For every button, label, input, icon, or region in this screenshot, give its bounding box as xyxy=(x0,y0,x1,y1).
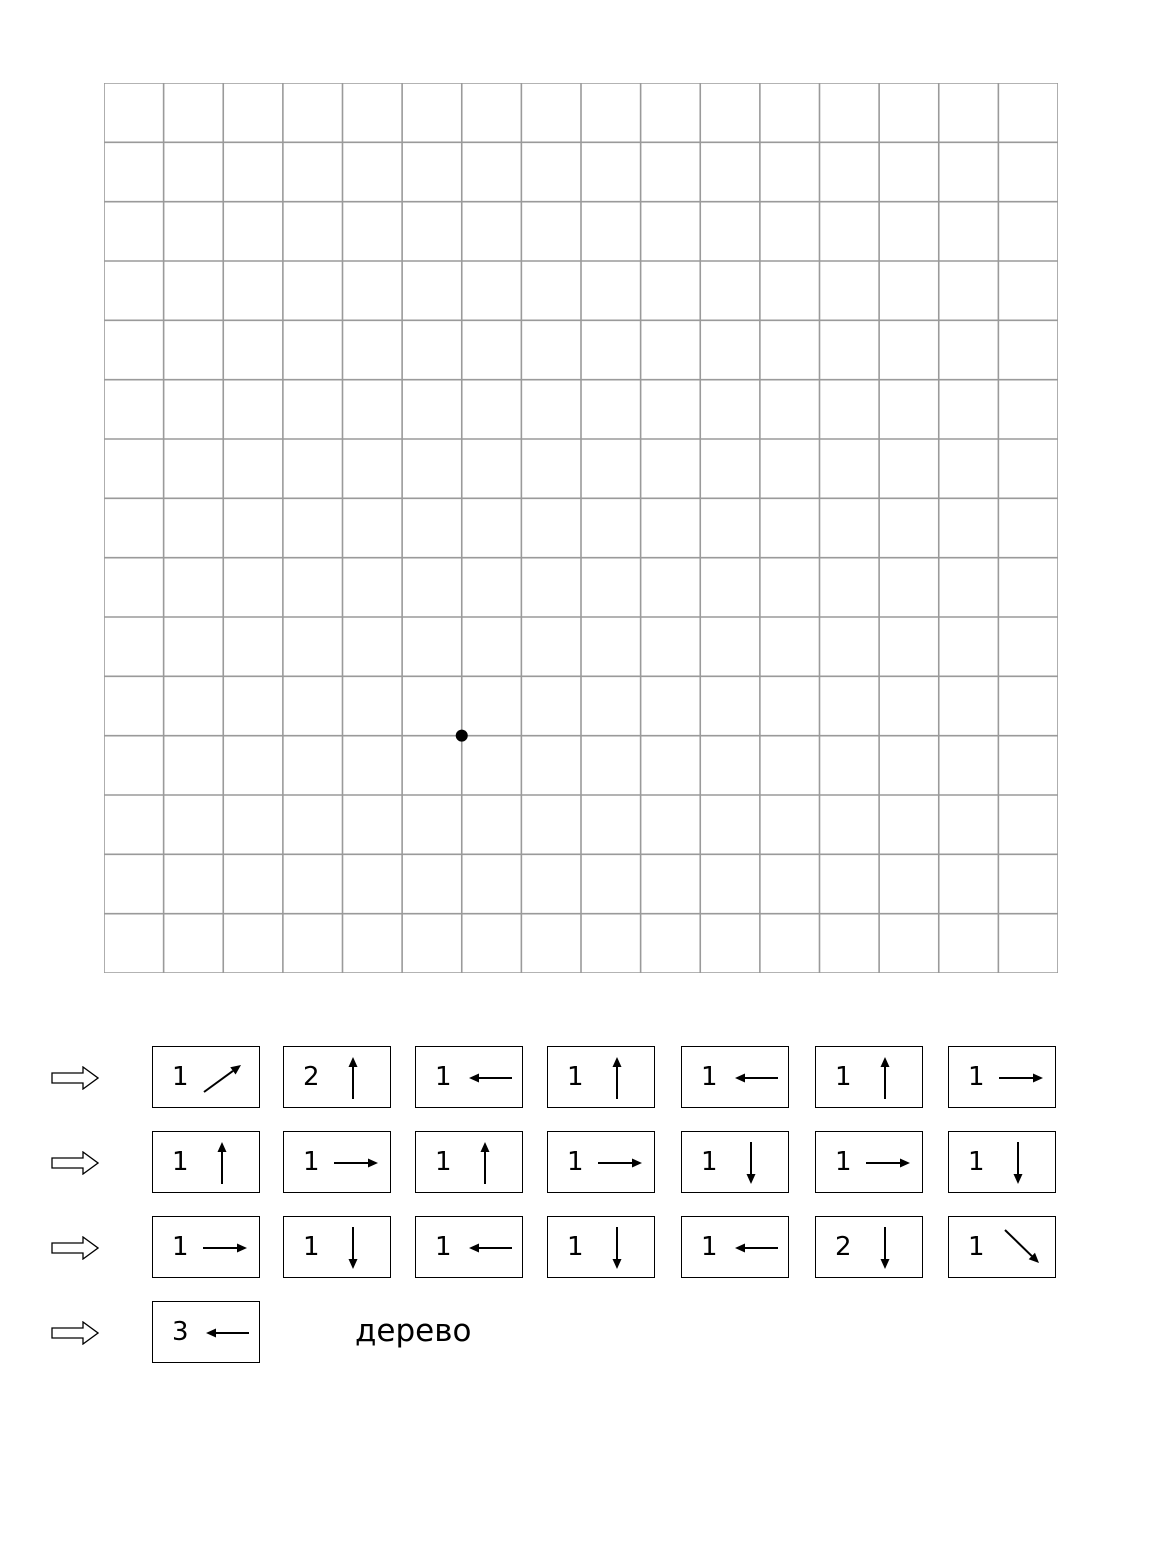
step-count: 1 xyxy=(303,1232,320,1262)
arrow-up-icon xyxy=(586,1047,656,1109)
arrow-left-icon xyxy=(720,1217,790,1279)
arrow-right-icon xyxy=(191,1217,261,1279)
step-count: 1 xyxy=(435,1062,452,1092)
step-count: 1 xyxy=(835,1147,852,1177)
arrow-up-icon xyxy=(322,1047,392,1109)
instruction-card xyxy=(681,1216,789,1278)
instruction-card xyxy=(283,1046,391,1108)
instruction-card xyxy=(948,1131,1056,1193)
caption-word: дерево xyxy=(355,1313,472,1349)
step-count: 1 xyxy=(701,1147,718,1177)
step-count: 1 xyxy=(567,1147,584,1177)
row-pointer-arrow-icon xyxy=(51,1321,99,1345)
arrow-right-icon xyxy=(854,1132,924,1194)
step-count: 1 xyxy=(567,1232,584,1262)
instruction-card xyxy=(415,1131,523,1193)
instruction-card xyxy=(948,1216,1056,1278)
arrow-left-icon xyxy=(454,1047,524,1109)
instruction-card xyxy=(152,1216,260,1278)
step-count: 1 xyxy=(968,1232,985,1262)
step-count: 1 xyxy=(303,1147,320,1177)
step-count: 1 xyxy=(968,1147,985,1177)
start-dot xyxy=(456,730,468,742)
arrow-up-icon xyxy=(854,1047,924,1109)
arrow-down-icon xyxy=(720,1132,790,1194)
step-count: 1 xyxy=(435,1147,452,1177)
instruction-card xyxy=(547,1216,655,1278)
step-count: 2 xyxy=(835,1232,852,1262)
instruction-card xyxy=(547,1131,655,1193)
step-count: 1 xyxy=(172,1232,189,1262)
arrow-up-icon xyxy=(454,1132,524,1194)
arrow-left-icon xyxy=(720,1047,790,1109)
step-count: 1 xyxy=(435,1232,452,1262)
instruction-card xyxy=(815,1131,923,1193)
instruction-card xyxy=(815,1216,923,1278)
instruction-card xyxy=(283,1131,391,1193)
instruction-card xyxy=(152,1131,260,1193)
instruction-card xyxy=(415,1046,523,1108)
step-count: 2 xyxy=(303,1062,320,1092)
step-count: 1 xyxy=(835,1062,852,1092)
row-pointer-arrow-icon xyxy=(51,1066,99,1090)
drawing-grid xyxy=(104,83,1058,973)
arrow-down-icon xyxy=(987,1132,1057,1194)
instruction-card xyxy=(681,1131,789,1193)
step-count: 3 xyxy=(172,1317,189,1347)
arrow-down-icon xyxy=(322,1217,392,1279)
arrow-down-icon xyxy=(854,1217,924,1279)
step-count: 1 xyxy=(701,1062,718,1092)
arrow-right-icon xyxy=(987,1047,1057,1109)
arrow-right-icon xyxy=(322,1132,392,1194)
step-count: 1 xyxy=(172,1062,189,1092)
row-pointer-arrow-icon xyxy=(51,1236,99,1260)
instruction-card xyxy=(681,1046,789,1108)
arrow-up-icon xyxy=(191,1132,261,1194)
instruction-card xyxy=(415,1216,523,1278)
arrow-left-icon xyxy=(454,1217,524,1279)
instruction-card xyxy=(152,1301,260,1363)
arrow-up-right-icon xyxy=(191,1047,261,1109)
instruction-card xyxy=(152,1046,260,1108)
arrow-down-right-icon xyxy=(987,1217,1057,1279)
instruction-card xyxy=(815,1046,923,1108)
instruction-card xyxy=(948,1046,1056,1108)
instruction-card xyxy=(547,1046,655,1108)
row-pointer-arrow-icon xyxy=(51,1151,99,1175)
arrow-left-icon xyxy=(191,1302,261,1364)
arrow-down-icon xyxy=(586,1217,656,1279)
step-count: 1 xyxy=(567,1062,584,1092)
instruction-card xyxy=(283,1216,391,1278)
arrow-right-icon xyxy=(586,1132,656,1194)
step-count: 1 xyxy=(172,1147,189,1177)
step-count: 1 xyxy=(968,1062,985,1092)
step-count: 1 xyxy=(701,1232,718,1262)
